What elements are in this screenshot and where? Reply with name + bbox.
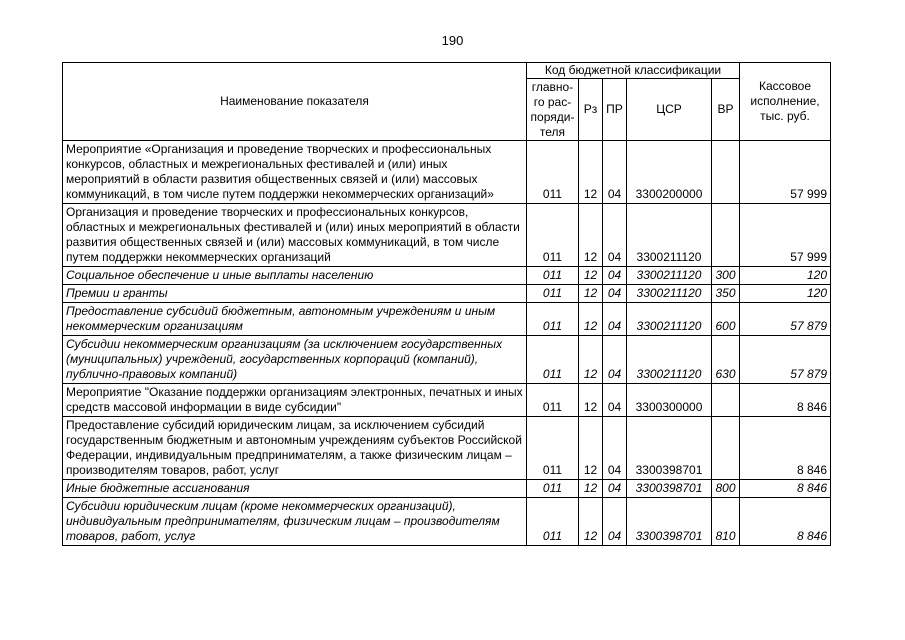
- cell-vr: 630: [712, 336, 740, 384]
- cell-vr: [712, 417, 740, 480]
- header-pr: ПР: [603, 79, 627, 141]
- cell-glavny: 011: [527, 285, 579, 303]
- cell-rz: 12: [579, 384, 603, 417]
- cell-rz: 12: [579, 285, 603, 303]
- row-name: Субсидии некоммерческим организациям (за исключением государственных (муниципальных) учреждений, государственных корпораций (компаний), публично-правовых компаний): [63, 336, 527, 384]
- header-glavny: главно-го рас-поряди-теля: [527, 79, 579, 141]
- row-name: Мероприятие «Организация и проведение творческих и профессиональных конкурсов, областных и межрегиональных фестивалей и (или) иных мероприятий в области развития общественных связей и (или) массовых коммуникаций, в том числе путем поддержки некоммерческих организаций»: [63, 141, 527, 204]
- cell-pr: 04: [603, 336, 627, 384]
- header-classification-group: Код бюджетной классификации: [527, 63, 740, 79]
- table-row: [63, 498, 831, 546]
- cell-amount: 57 879: [740, 303, 831, 336]
- cell-vr: [712, 384, 740, 417]
- table-row: [63, 141, 831, 204]
- cell-rz: 12: [579, 141, 603, 204]
- budget-table: [62, 62, 831, 546]
- cell-glavny: 011: [527, 417, 579, 480]
- row-name: Предоставление субсидий юридическим лицам, за исключением субсидий государственным бюджетным и автономным учреждениям субъектов Российской Федерации, индивидуальным предпринимателям, а также физическим лицам – производителям товаров, работ, услуг: [63, 417, 527, 480]
- row-name: Премии и гранты: [63, 285, 527, 303]
- cell-glavny: 011: [527, 336, 579, 384]
- row-name: Организация и проведение творческих и профессиональных конкурсов, областных и межрегиональных фестивалей и (или) иных мероприятий в области развития общественных связей и (или) массовых коммуникаций, в том числе путем поддержки некоммерческих организаций: [63, 204, 527, 267]
- row-name: Иные бюджетные ассигнования: [63, 480, 527, 498]
- header-name: Наименование показателя: [63, 63, 527, 141]
- cell-vr: [712, 204, 740, 267]
- cell-amount: 57 999: [740, 141, 831, 204]
- header-vr: ВР: [712, 79, 740, 141]
- cell-csr: 3300211120: [627, 336, 712, 384]
- cell-csr: 3300211120: [627, 303, 712, 336]
- cell-rz: 12: [579, 267, 603, 285]
- cell-pr: 04: [603, 303, 627, 336]
- cell-csr: 3300398701: [627, 417, 712, 480]
- table-row: [63, 267, 831, 285]
- cell-amount: 8 846: [740, 480, 831, 498]
- cell-vr: 800: [712, 480, 740, 498]
- table-row: [63, 480, 831, 498]
- cell-amount: 57 879: [740, 336, 831, 384]
- table-row: [63, 384, 831, 417]
- cell-amount: 8 846: [740, 417, 831, 480]
- cell-pr: 04: [603, 384, 627, 417]
- cell-glavny: 011: [527, 303, 579, 336]
- cell-rz: 12: [579, 303, 603, 336]
- cell-vr: 350: [712, 285, 740, 303]
- cell-pr: 04: [603, 204, 627, 267]
- cell-pr: 04: [603, 141, 627, 204]
- cell-csr: 3300211120: [627, 267, 712, 285]
- table-row: [63, 336, 831, 384]
- table-row: [63, 204, 831, 267]
- cell-amount: 8 846: [740, 384, 831, 417]
- cell-pr: 04: [603, 285, 627, 303]
- cell-rz: 12: [579, 498, 603, 546]
- cell-amount: 8 846: [740, 498, 831, 546]
- cell-csr: 3300300000: [627, 384, 712, 417]
- cell-glavny: 011: [527, 141, 579, 204]
- header-rz: Рз: [579, 79, 603, 141]
- cell-vr: 300: [712, 267, 740, 285]
- header-csr: ЦСР: [627, 79, 712, 141]
- cell-pr: 04: [603, 267, 627, 285]
- cell-csr: 3300398701: [627, 480, 712, 498]
- cell-vr: 600: [712, 303, 740, 336]
- row-name: Мероприятие "Оказание поддержки организациям электронных, печатных и иных средств массовой информации в виде субсидии": [63, 384, 527, 417]
- cell-rz: 12: [579, 480, 603, 498]
- table-row: [63, 285, 831, 303]
- table-body: [63, 141, 831, 546]
- cell-vr: [712, 141, 740, 204]
- table-header: [63, 63, 831, 141]
- cell-pr: 04: [603, 417, 627, 480]
- cell-amount: 120: [740, 285, 831, 303]
- row-name: Субсидии юридическим лицам (кроме некоммерческих организаций), индивидуальным предпринимателям, физическим лицам – производителям товаров, работ, услуг: [63, 498, 527, 546]
- cell-pr: 04: [603, 498, 627, 546]
- cell-glavny: 011: [527, 384, 579, 417]
- cell-rz: 12: [579, 336, 603, 384]
- row-name: Социальное обеспечение и иные выплаты населению: [63, 267, 527, 285]
- cell-vr: 810: [712, 498, 740, 546]
- cell-csr: 3300211120: [627, 204, 712, 267]
- page-number: 190: [441, 33, 464, 48]
- cell-csr: 3300200000: [627, 141, 712, 204]
- cell-glavny: 011: [527, 204, 579, 267]
- cell-amount: 120: [740, 267, 831, 285]
- header-amount: Кассовое исполнение, тыс. руб.: [740, 63, 831, 141]
- cell-csr: 3300211120: [627, 285, 712, 303]
- cell-rz: 12: [579, 204, 603, 267]
- cell-csr: 3300398701: [627, 498, 712, 546]
- cell-glavny: 011: [527, 267, 579, 285]
- cell-rz: 12: [579, 417, 603, 480]
- row-name: Предоставление субсидий бюджетным, автономным учреждениям и иным некоммерческим организациям: [63, 303, 527, 336]
- cell-pr: 04: [603, 480, 627, 498]
- table-row: [63, 303, 831, 336]
- table-row: [63, 417, 831, 480]
- cell-glavny: 011: [527, 498, 579, 546]
- cell-amount: 57 999: [740, 204, 831, 267]
- cell-glavny: 011: [527, 480, 579, 498]
